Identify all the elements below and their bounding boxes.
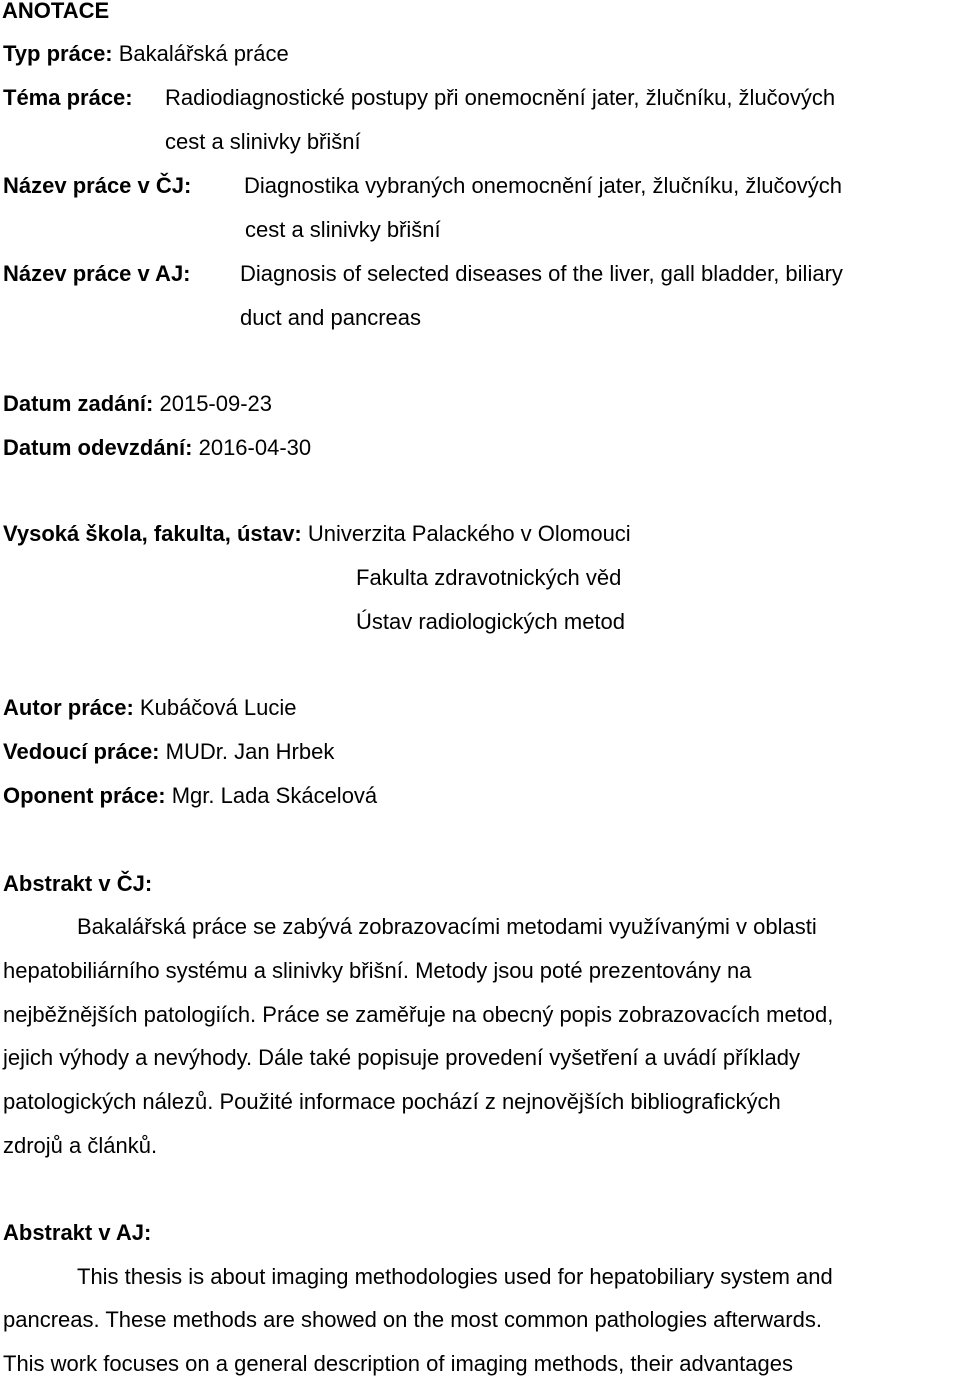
author-value: Kubáčová Lucie: [139, 695, 297, 720]
abstract-en-line: This work focuses on a general description of imaging methods, their advantages: [3, 1351, 793, 1376]
date-submitted-value: 2016-04-30: [198, 435, 312, 460]
abstract-cz-line: patologických nálezů. Použité informace pochází z nejnovějších bibliografických: [3, 1089, 781, 1114]
supervisor-row: [3, 739, 334, 765]
abstract-cz-heading: Abstrakt v ČJ:: [3, 871, 153, 896]
institution-university: Univerzita Palackého v Olomouci: [307, 521, 631, 546]
supervisor-label: Vedoucí práce:: [3, 739, 160, 764]
title-cz-label: Název práce v ČJ:: [3, 173, 192, 198]
date-assigned-value: 2015-09-23: [159, 391, 273, 416]
opponent-value: Mgr. Lada Skácelová: [171, 783, 378, 808]
title-en-label: Název práce v AJ:: [3, 261, 191, 286]
thesis-type-value: Bakalářská práce: [118, 41, 289, 66]
abstract-cz-line: hepatobiliárního systému a slinivky břišní. Metody jsou poté prezentovány na: [3, 958, 752, 983]
thesis-type-label: Typ práce:: [3, 41, 113, 66]
abstract-cz-line: zdrojů a článků.: [3, 1133, 158, 1158]
abstract-en-line: This thesis is about imaging methodologies used for hepatobiliary system and: [77, 1264, 833, 1289]
page-heading: ANOTACE: [2, 0, 110, 23]
opponent-row: [3, 783, 377, 809]
topic-value-line1: Radiodiagnostické postupy při onemocnění jater, žlučníku, žlučových: [165, 85, 836, 110]
title-cz-value-line2: cest a slinivky břišní: [245, 217, 441, 242]
institution-label: Vysoká škola, fakulta, ústav:: [3, 521, 302, 546]
abstract-en-heading: Abstrakt v AJ:: [3, 1220, 152, 1245]
opponent-label: Oponent práce:: [3, 783, 166, 808]
institution-row: [3, 521, 631, 547]
supervisor-value: MUDr. Jan Hrbek: [165, 739, 335, 764]
date-assigned-label: Datum zadání:: [3, 391, 154, 416]
date-submitted-label: Datum odevzdání:: [3, 435, 193, 460]
title-en-value-line1: Diagnosis of selected diseases of the liver, gall bladder, biliary: [240, 261, 843, 286]
date-submitted-row: [3, 435, 311, 461]
date-assigned-row: [3, 391, 272, 417]
topic-label: Téma práce:: [3, 85, 133, 110]
author-row: [3, 695, 296, 721]
title-cz-value-line1: Diagnostika vybraných onemocnění jater, žlučníku, žlučových: [244, 173, 842, 198]
abstract-cz-line: nejběžnějších patologiích. Práce se zaměřuje na obecný popis zobrazovacích metod,: [3, 1002, 834, 1027]
abstract-cz-line: jejich výhody a nevýhody. Dále také popisuje provedení vyšetření a uvádí příklady: [3, 1045, 800, 1070]
title-en-value-line2: duct and pancreas: [240, 305, 422, 330]
thesis-type-row: [3, 41, 289, 67]
institution-faculty: Fakulta zdravotnických věd: [356, 565, 622, 590]
author-label: Autor práce:: [3, 695, 134, 720]
institution-department: Ústav radiologických metod: [356, 609, 626, 634]
abstract-en-line: pancreas. These methods are showed on the most common pathologies afterwards.: [3, 1307, 822, 1332]
topic-value-line2: cest a slinivky břišní: [165, 129, 361, 154]
abstract-cz-line: Bakalářská práce se zabývá zobrazovacími metodami využívanými v oblasti: [77, 914, 817, 939]
